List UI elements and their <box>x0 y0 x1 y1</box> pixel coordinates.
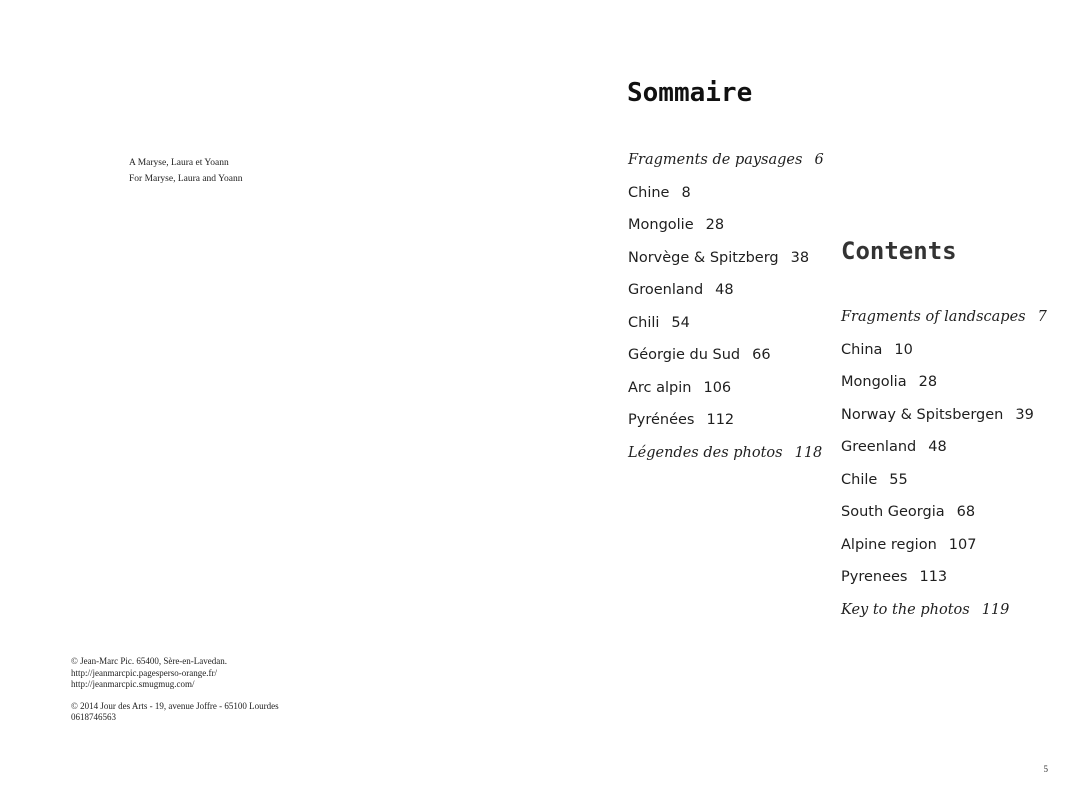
toc-entry-page: 28 <box>705 217 725 233</box>
toc-entry-page: 68 <box>956 504 976 520</box>
toc-entry-label: Groenland <box>628 282 704 298</box>
toc-entry-label: China <box>841 341 883 358</box>
sommaire-list <box>628 152 824 477</box>
toc-entry[interactable] <box>841 537 1047 570</box>
toc-entry-page: 112 <box>706 412 735 428</box>
toc-entry-page: 54 <box>671 314 690 331</box>
credits <box>71 656 279 724</box>
toc-entry-page: 39 <box>1015 406 1034 423</box>
toc-entry-page: 55 <box>889 471 908 488</box>
toc-entry-page: 6 <box>814 152 824 168</box>
toc-entry[interactable] <box>628 217 824 250</box>
toc-entry[interactable] <box>628 315 824 348</box>
toc-entry-label: Key to the photos <box>841 601 970 618</box>
toc-entry-page: 118 <box>794 444 823 461</box>
toc-entry-page: 38 <box>790 249 810 266</box>
copyright-publisher: © 2014 Jour des Arts - 19, avenue Joffre - 65100 Lourdes <box>71 700 279 711</box>
toc-entry-label: Fragments of landscapes <box>841 309 1026 325</box>
toc-entry-label: Fragments de paysages <box>628 152 803 168</box>
dedication-line-en: For Maryse, Laura and Yoann <box>129 174 243 184</box>
toc-entry-label: Mongolia <box>841 374 907 390</box>
copyright-author: © Jean-Marc Pic. 65400, Sère-en-Lavedan. <box>71 656 228 666</box>
toc-entry[interactable] <box>628 282 824 315</box>
dedication-line-fr: A Maryse, Laura et Yoann <box>129 158 229 168</box>
toc-entry[interactable] <box>628 412 824 445</box>
toc-entry[interactable] <box>628 380 824 413</box>
toc-entry-label: Norway & Spitsbergen <box>841 406 1004 423</box>
toc-entry[interactable] <box>841 504 1047 537</box>
toc-entry-label: Mongolie <box>628 217 694 233</box>
toc-entry-page: 106 <box>703 379 732 396</box>
contents-list <box>841 309 1047 634</box>
toc-entry-page: 107 <box>948 536 977 553</box>
toc-entry[interactable] <box>841 309 1047 342</box>
toc-entry[interactable] <box>628 347 824 380</box>
toc-entry[interactable] <box>841 374 1047 407</box>
toc-entry[interactable] <box>841 602 1047 635</box>
toc-entry-label: Norvège & Spitzberg <box>628 249 779 266</box>
phone-number: 0618746563 <box>71 712 116 722</box>
toc-entry-label: Légendes des photos <box>628 444 783 461</box>
toc-entry-page: 48 <box>715 282 734 298</box>
dedication <box>129 155 242 187</box>
toc-entry-page: 48 <box>928 439 947 455</box>
toc-entry-page: 28 <box>918 374 938 390</box>
toc-entry-label: South Georgia <box>841 504 945 520</box>
website-link-2[interactable]: http://jeanmarcpic.smugmug.com/ <box>71 679 195 689</box>
toc-entry[interactable] <box>628 250 824 283</box>
toc-entry-label: Arc alpin <box>628 379 692 396</box>
toc-entry-label: Alpine region <box>841 536 937 553</box>
contents-title: Contents <box>841 237 957 265</box>
website-link-1[interactable]: http://jeanmarcpic.pagesperso-orange.fr/ <box>71 667 217 678</box>
toc-entry[interactable] <box>841 407 1047 440</box>
sommaire-title: Sommaire <box>627 78 753 108</box>
toc-entry-label: Pyrénées <box>628 412 695 428</box>
toc-entry[interactable] <box>841 472 1047 505</box>
toc-entry[interactable] <box>841 569 1047 602</box>
toc-entry-label: Chile <box>841 471 878 488</box>
toc-entry-label: Chili <box>628 314 660 331</box>
toc-entry-page: 8 <box>681 184 691 201</box>
toc-entry[interactable] <box>841 439 1047 472</box>
toc-entry-page: 7 <box>1037 309 1047 325</box>
toc-entry-label: Pyrenees <box>841 569 908 585</box>
toc-entry-page: 10 <box>894 341 913 358</box>
toc-entry[interactable] <box>628 445 824 478</box>
toc-entry[interactable] <box>628 152 824 185</box>
toc-entry-page: 66 <box>752 347 771 363</box>
toc-entry-label: Greenland <box>841 439 917 455</box>
toc-entry-label: Chine <box>628 184 670 201</box>
toc-entry-page: 119 <box>981 601 1010 618</box>
toc-entry[interactable] <box>841 342 1047 375</box>
toc-entry[interactable] <box>628 185 824 218</box>
page-number: 5 <box>1043 764 1048 774</box>
toc-entry-label: Géorgie du Sud <box>628 347 741 363</box>
toc-entry-page: 113 <box>919 569 948 585</box>
